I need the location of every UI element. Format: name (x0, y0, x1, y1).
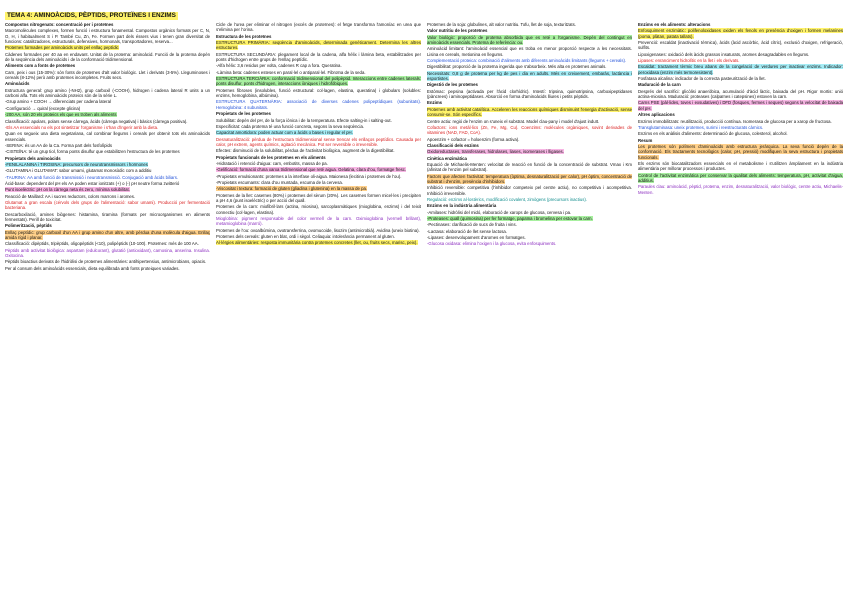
paragraph: -Lactasa: elaboració de llet sense lactosa. (427, 228, 508, 234)
paragraph: Quan es segueix una dieta vegetariana, cal combinar llegums i cereals per obtenir tots els aminoàcids essencials. (5, 131, 210, 142)
paragraph: Lipoxigenases: oxidació dels àcids grassos insaturats, aromes desagradables en llegums. (638, 51, 810, 57)
section-heading: Classificació dels enzims (427, 142, 479, 148)
paragraph: Proteïnes fibroses (insolubles, funció estructural: col·lagen, elastina, queratina) i globulars (solubles: enzims, hemoglobina, albúmina). (216, 87, 421, 99)
paragraph: Càdenes formades per 40 aa en endavant. Unitat de la proteïna: aminoàcid. Funció de la proteïna depèn de la seqüència dels aminoàcids i de la conformació tridimensional. (5, 51, 210, 63)
paragraph: -Glucosa oxidasa: elimina l'oxigen i la glucosa, evita enfosquiments. (427, 241, 557, 247)
paragraph: ESTRUCTURA QUATERNÀRIA: associació de diverses cadenes polipeptídiques (subunitats). Hemoglobina: 4 subunitats. (216, 99, 421, 110)
column-1 (5, 22, 210, 605)
paragraph: Àcid-base: dependent del pH els AA poden estar ionitzats (+) o (-) pH neutre forma zwitterió (5, 180, 180, 186)
paragraph: Per al consum dels aminoàcids essencials, dieta equilibrada amb fonts proteiques variades. (5, 265, 180, 271)
paragraph: Les proteïnes són polímers d'aminoàcids amb estructura jeràrquica. La seva funció depèn de la conformació. Els tractaments tecnològics (calor, pH, pressió) modifiquen la seva estructura i propietats funcionals. (638, 143, 843, 160)
section-heading: Altres aplicacions (638, 112, 675, 118)
paragraph: Lipases: enranciment hidrolític en la llet i els derivats. (638, 58, 740, 64)
paragraph: -Gelificació: formació d'una xarxa tridimensional que reté aigua. Gelatina, clara d'ou, formatge fresc. (216, 167, 407, 173)
paragraph: -Grup amino + COOH → diferenciats per cadena lateral (5, 99, 111, 105)
paragraph: Escaldat: tractament tèrmic breu abans de la congelació de verdures per inactivar enzims. Indicador: peroxidasa (enzim més termoresistent). (638, 64, 843, 75)
paragraph: ESTRUCTURA SECUNDÀRIA: plegament local de la cadena, alfa hèlix i làmina beta, estabilitzades per ponts d'hidrogen entre grups de l'enllaç peptídic. (216, 51, 421, 63)
column-2 (216, 22, 421, 605)
paragraph: Classificació: dipèptids, tripèptids, oligopèptids (<10), polipèptids (10-100). Proteïnes: més de 100 AA. (5, 241, 199, 247)
paragraph: -FENILALANINA i TIROSINA: precursors de neurotransmissors i hormones (5, 161, 148, 167)
section-heading: Digestió de les proteïnes (427, 82, 478, 88)
paragraph: -Propietats escumants: clara d'ou muntada, escuma de la cervesa. (216, 179, 343, 185)
paragraph: ESTRUCTURA PRIMÀRIA: seqüència d'aminoàcids, determinada genèticament. Determina les altres estructures. (216, 40, 421, 51)
paragraph: Especificitat: cada proteïna té una funció concreta, segons la seva seqüència. (216, 123, 365, 129)
paragraph: Descarboxilació, amines biògenes: histamina, tiramina (formats per microorganismes en aliments fermentats). Perill de toxicitat. (5, 211, 210, 222)
paragraph: -Configuració → quiral (excepte glicina) (5, 105, 81, 111)
paragraph: Factors que afecten l'activitat: temperatura (òptima, desnaturalització per calor), pH òptim, concentració de substrat i d'enzim, presència d'inhibidors. (427, 173, 632, 184)
paragraph: Enzims en els anàlisis d'aliments: determinació de glucosa, colesterol, alcohol. (638, 131, 788, 137)
paragraph: -Lipases: desenvolupament d'aromes en formatges. (427, 235, 526, 241)
paragraph: Enzims immobilitzats: reutilització, producció contínua. Isomerasa de glucosa per a xarop de fructosa. (638, 118, 832, 124)
paragraph: -Hidratació i retenció d'aigua: carn, embotits, massa de pa. (216, 160, 328, 166)
paragraph: Oxidoreductases, transferases, hidrolases, liases, isomerases i lligases. (427, 149, 564, 155)
paragraph: Els enzims són biocatalitzadors essencials en el metabolisme i s'utilitzen àmpliament en la indústria alimentària per millorar processos i productes. (638, 160, 843, 172)
paragraph: Complementació proteica: combinació d'aliments amb diferents aminoàcids limitants (llegums + cereals). (427, 58, 627, 64)
column-4 (638, 22, 843, 605)
paragraph: Inhibició reversible: competitiva (l'inhibidor competeix pel centre actiu), no competitiva i acompetitiva. Inhibició irreversible. (427, 185, 632, 196)
paragraph: Enllaç peptídic: grup carboxil d'un AA i grup amino d'un altre, amb pèrdua d'una molècula d'aigua. Enllaç amida rígid i planar. (5, 229, 210, 241)
paragraph: Després del sacrifici: glicòlisi anaeròbica, acumulació d'àcid làctic, baixada del pH. Rigor mortis: unió actina-miosina. Maduració: proteases (calpaïnes i catepsines) estoven la carn. (638, 88, 843, 100)
paragraph: Proteïnes formades per aminoàcids units pel enllaç peptídic (5, 45, 119, 51)
paragraph: Estómac: pepsina (activada per l'àcid clorhídric). Intestí: tripsina, quimotripsina, carboxipeptidases (pàncrees) i aminopeptidases. Absorció en forma d'aminoàcids lliures i petits pèptids. (427, 88, 632, 100)
paragraph: Al·lèrgies alimentàries: resposta immunitària contra proteïnes concretes (llet, ou, fruits secs, marisc, peix). (216, 240, 418, 246)
paragraph: Carns PSE (pàl·lides, toves i exsudatives) i DFD (fosques, fermes i seques) segons la velocitat de baixada del pH. (638, 100, 843, 111)
paragraph: Glutamat a gran escala (cérvols dels grups de l'alimentació: sabor umami). Producció per fermentació bacteriana. (5, 199, 210, 211)
section-heading: Enzims en la indústria alimentària (427, 203, 497, 209)
paragraph: Pèptids amb activitat biològica: aspartam (edulcorant), glutatió (antioxidant), carnosina, anserina. Insulina. Oxitocina. (5, 247, 210, 259)
paragraph: -Proteases: quall (quimosina) per fer formatge, papaïna i bromelina per estovar la carn. (427, 216, 593, 221)
paragraph: Transglutaminasa: uneix proteïnes, surimi i reestructurats càrnics. (638, 124, 764, 130)
paragraph: Pèptids bioactius derivats de l'hidròlisi de proteïnes alimentàries: antihipertensius, antimicrobians, opiacis. (5, 259, 207, 265)
paragraph: Capacitat amortidora: poden actuar com a àcids o bases i regular el pH. (216, 130, 353, 136)
section-heading: Aliments com a fonts de proteïnes (5, 63, 76, 69)
paragraph: Apoenzim + cofactor = holoenzim (forma activa). (427, 136, 520, 142)
paragraph: -Els AA essencials no els pot sintetitzar l'organisme i s'han d'ingerir amb la dieta. (5, 124, 159, 130)
column-3 (427, 22, 632, 605)
section-heading: Resum (638, 137, 653, 143)
section-heading: Enzims en els aliments: alteracions (638, 22, 711, 27)
paragraph: Proteïnes amb activitat catalítica. Acceleren les reaccions químiques disminuint l'energia d'activació, sense consumir-se. Són específics. (427, 106, 632, 118)
section-heading: Aminoàcids (5, 81, 30, 87)
paragraph: -Alfa hèlix: 3,6 residus per volta, cadenes R cap a fora. Queratina. (216, 63, 342, 69)
paragraph: Macromolècules complexes, formen funció i estructura fonamental. Compostos orgànics formats per C, N, O, H, i habitualment S i P. També Cu, Zn, Fe. Formen part dels éssers vius i tenen gran diversitat de funcions: catalitzadores, estructurals, defensives, hormonals, transportadores, reserva... (5, 28, 210, 45)
paragraph: -Viscositat i textura: formació de gluten (gliadina i glutenina) en la massa de pa. (216, 186, 368, 192)
paragraph: Prevenció: escaldat (inactivació tèrmica), àcids (àcid ascòrbic, àcid cítric), exclusió d'oxigen, refrigeració, sulfits. (638, 40, 843, 51)
paragraph: Proteïnes de l'ou: ovoalbúmina, ovotransferrina, ovomucoide, lisozim (antimicrobià). Avidina (uneix biotina). (216, 227, 420, 233)
paragraph: Paraules clau: aminoàcid, pèptid, proteïna, enzim, desnaturalització, valor biològic, centre actiu, Michaelis-Menten. (638, 184, 843, 195)
paragraph: Regulació: enzims al·lostèrics, modificació covalent, zimògens (precursors inactius). (427, 196, 588, 202)
paragraph: Carn, peix i ous (15-30%): són fonts de proteïnes d'alt valor biològic. Llet i derivats (3-5%). Lleguminoses i cereals (8-12%) però amb proteïnes incompletes. Fruits secs. (5, 69, 210, 81)
paragraph: -Propietats emulsionants: proteïnes a la interfase oli-aigua. Maionesa (lecitina i proteïnes de l'ou). (216, 173, 402, 179)
paragraph: Reacció de Maillard: AA i sucres reductors, colors marrons i aromes. (5, 193, 136, 199)
paragraph: -SERINA: és un AA de la Ca. Forma part dels fosfolípids (5, 142, 112, 148)
section-heading: Propietats dels aminoàcids (5, 155, 61, 161)
paragraph: -Làmina beta: cadenes esteses en paral·lel o antiparal·lel. Fibroïna de la seda. (216, 69, 366, 75)
paragraph: Aminoàcid limitant: l'aminoàcid essencial que es troba en menor proporció respecte a les necessitats. Lisina en cereals, metionina en llegums. (427, 46, 632, 57)
paragraph: Mioglobina: pigment responsable del color vermell de la carn. Oximioglobina (vermell brillant), metamioglobina (marró). (216, 216, 421, 227)
section-heading: Maduració de la carn (638, 82, 681, 88)
paragraph: Desnaturalització: pèrdua de l'estructura tridimensional sense trencar els enllaços peptídics. Causada per calor, pH extrem, agents químics, agitació mecànica. Pot ser reversible o irreversible. (216, 136, 421, 147)
section-heading: Valor nutritiu de les proteïnes (427, 28, 488, 34)
paragraph: -Pectinases: clarificació de sucs de fruita i vins. (427, 222, 517, 228)
section-heading: Estructura de les proteïnes (216, 33, 272, 39)
paragraph: Efectes: disminució de la solubilitat, pèrdua de l'activitat biològica, augment de la digestibilitat. (216, 148, 395, 154)
paragraph: Equació de Michaelis-Menten: velocitat de reacció en funció de la concentració de substrat. Vmax i Km (afinitat de l'enzim pel substrat). (427, 161, 632, 173)
paragraph: -Amilases: hidròlisi del midó, elaboració de xarops de glucosa, cervesa i pa. (427, 209, 572, 215)
paragraph: Estructura general: grup amino (-NH2), grup carboxil (-COOH), hidrogen i cadena lateral R units a un carboni alfa. Tots els aminoàcids proteics són de la sèrie L. (5, 87, 210, 99)
paragraph: -TAURINA: AA amb funció de transmissió i neurotransmissió. Conjugació amb àcids biliars. (5, 174, 179, 180)
paragraph: Digestibilitat: proporció de la proteïna ingerida que s'absorbeix. Més alta en proteïnes animals. (427, 64, 607, 70)
document-title: TEMA 4: AMINOÀCIDS, PÈPTIDS, PROTEÏNES I ENZIMS (7, 12, 176, 19)
paragraph: Control de l'activitat enzimàtica per conservar la qualitat dels aliments: temperatura, pH, activitat d'aigua, additius. (638, 172, 843, 183)
paragraph: -CISTEÏNA: té un grup tiol, forma ponts disulfur que estabilitzen l'estructura de les proteïnes (5, 149, 180, 155)
paragraph: Fosfatasa alcalina: indicador de la correcta pasteurització de la llet. (638, 76, 766, 82)
text-columns (5, 22, 843, 605)
paragraph: Solubilitat: depèn del pH, de la força iònica i de la temperatura. Efecte salting-in i salting-out. (216, 117, 392, 123)
paragraph: Enfosquiment enzimàtic: polifenoloxidases oxiden els fenols en presència d'oxigen i formen melanines (poma, plàtan, patata tallats). (638, 28, 843, 39)
paragraph: -GLUTAMINA i GLUTAMAT: sabor umami, glutamat monosòdic com a additiu (5, 168, 152, 174)
section-heading: Polimerització, pèptids (5, 223, 52, 229)
paragraph: Necessitats: 0,8 g de proteïna per kg de pes i dia en adults. Més en creixement, embaràs, lactància i esportistes. (427, 70, 632, 82)
paragraph: Proteïnes de la llet: caseïnes (80%) i proteïnes del sèrum (20%). Les caseïnes formen micel·les i precipiten a pH 4,6 (punt isoelèctric) o per acció del quall. (216, 192, 421, 203)
paragraph: -200 AA, són 20 els proteics els que es troben als aliments (5, 112, 117, 118)
section-heading: Propietats de les proteïnes (216, 111, 271, 117)
paragraph: Centre actiu: regió de l'enzim on s'uneix el substrat. Model clau-pany i model d'ajust induït. (427, 118, 600, 124)
paragraph: Proteïnes de la carn: miofibril·lars (actina, miosina), sarcoplasmàtiques (mioglobina, enzims) i del teixit connectiu (col·lagen, elastina). (216, 204, 421, 215)
section-heading: Enzims (427, 100, 443, 106)
paragraph: ESTRUCTURA TERCIÀRIA: conformació tridimensional del polipèptid. Interaccions entre cadenes laterals: ponts disulfur, ponts d'hidrogen, interaccions iòniques i hidrofòbiques. (216, 76, 421, 87)
paragraph: Cofactors: ions metàl·lics (Zn, Fe, Mg, Cu). Coenzims: molècules orgàniques, sovint derivades de vitamines (NAD, FAD, CoA). (427, 124, 632, 136)
paragraph: Punt isoelèctric: pH on la càrrega neta és zero, mínima solubilitat. (5, 187, 130, 193)
section-heading: Cinètica enzimàtica (427, 155, 467, 161)
section-heading: Compostos nitrogenats: concentració per i proteïnes (5, 22, 114, 27)
paragraph: Proteïnes dels cereals: gluten en blat, ordi i sègol. Celiaquia: intolerància permanent al gluten. (216, 234, 395, 240)
paragraph: Valor biològic: proporció de proteïna absorbida que es reté a l'organisme. Depèn del contingut en aminoàcids essencials. Proteïna de referència: ou. (427, 34, 632, 46)
paragraph: Cicle de l'urea per eliminar el nitrogen (excés de proteïnes): el fetge transforma l'amoníac en urea que s'elimina per l'orina. (216, 22, 421, 33)
section-heading: Propietats funcionals de les proteïnes en els aliments (216, 154, 326, 160)
paragraph: Proteïnes de la soja: globulines, alt valor nutritiu. Tofu, llet de soja, texturitzats. (427, 22, 576, 27)
paragraph: Classificació: apolars, polars sense càrrega, àcids (càrrega negativa) i bàsics (càrrega positiva). (5, 118, 188, 124)
